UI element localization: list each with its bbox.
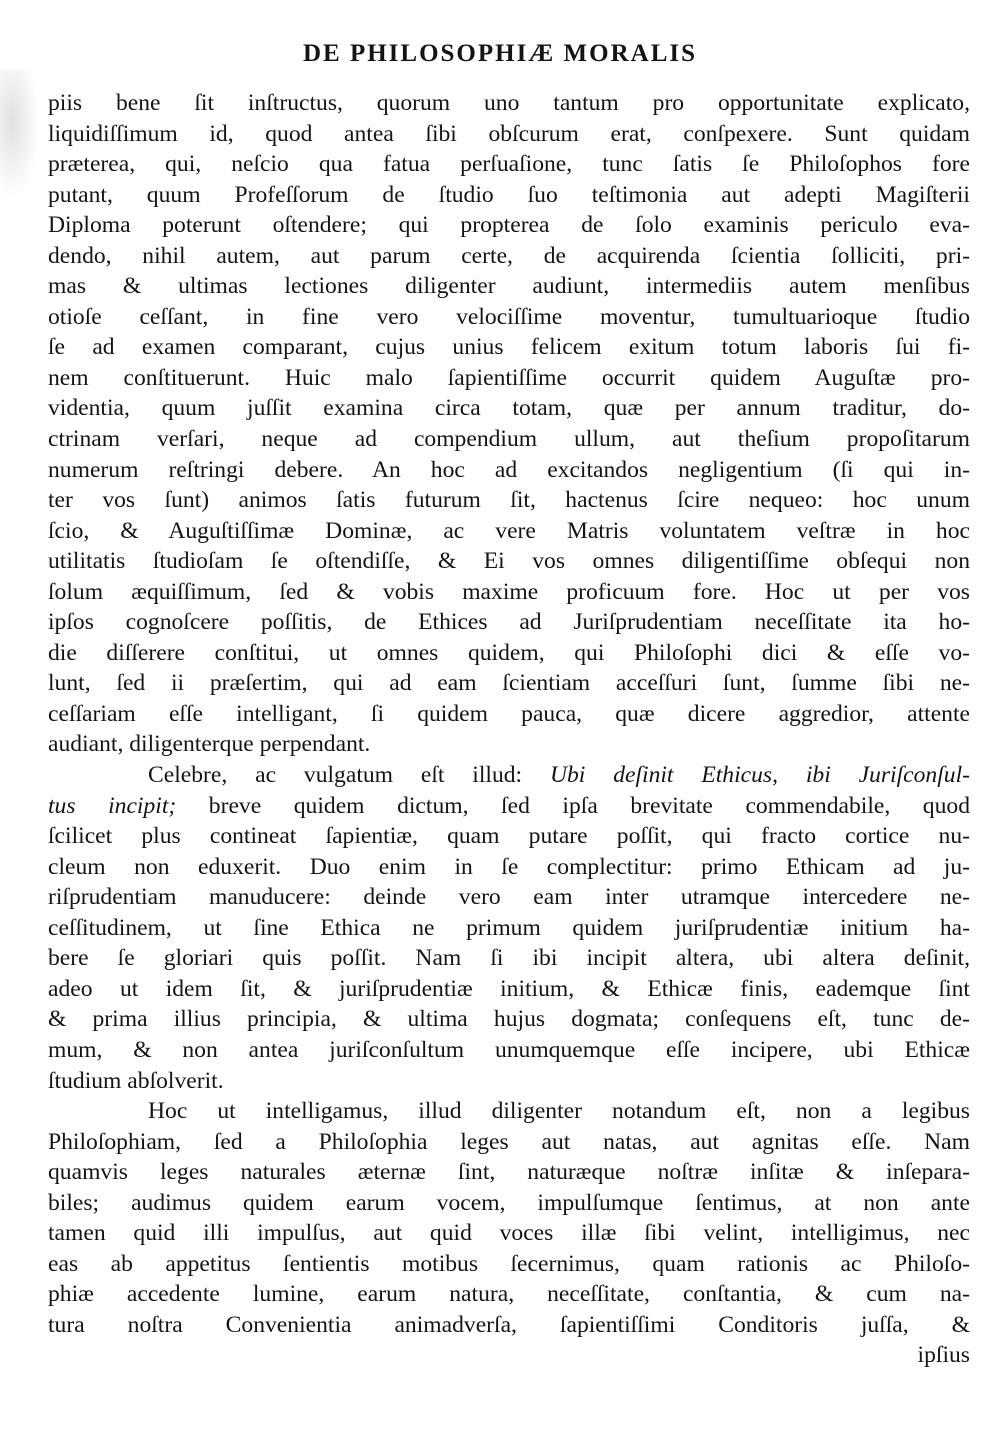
line-text: ctrinam verſari, neque ad compendium ullum, aut theſium propoſitarum	[48, 426, 970, 453]
italic-text: Ubi deſinit Ethicus, ibi Juriſconſul-	[549, 762, 970, 789]
line-text: Celebre, ac vulgatum eſt illud:	[148, 762, 550, 789]
line-text: adeo ut idem ſit, & juriſprudentiæ initium, & Ethicæ finis, eademque ſint	[48, 975, 970, 1002]
line-text: & prima illius principia, & ultima hujus dogmata; conſequens eſt, tunc de-	[48, 1006, 970, 1033]
text-line	[48, 699, 970, 730]
text-line	[48, 546, 970, 577]
line-text: mas & ultimas lectiones diligenter audiunt, intermediis autem menſibus	[48, 273, 970, 300]
line-text: ſolum æquiſſimum, ſed & vobis maxime proficuum fore. Hoc ut per vos	[48, 578, 970, 605]
line-text: riſprudentiam manuducere: deinde vero eam inter utramque intercedere ne-	[48, 884, 970, 911]
text-line	[48, 821, 970, 852]
line-text: ceſſitudinem, ut ſine Ethica ne primum quidem juriſprudentiæ initium ha-	[48, 914, 970, 941]
text-line	[48, 332, 970, 363]
text-line	[48, 1004, 970, 1035]
text-line	[48, 302, 970, 333]
body-text	[48, 88, 970, 1371]
text-line	[48, 852, 970, 883]
line-text: ceſſariam eſſe intelligant, ſi quidem pauca, quæ dicere aggredior, attente	[48, 700, 970, 727]
line-text: numerum reſtringi debere. An hoc ad excitandos negligentium (ſi qui in-	[48, 456, 970, 483]
line-text: lunt, ſed ii præſertim, qui ad eam ſcientiam acceſſuri ſunt, ſumme ſibi ne-	[48, 670, 970, 697]
line-text: cleum non eduxerit. Duo enim in ſe complectitur: primo Ethicam ad ju-	[48, 853, 970, 880]
text-line	[48, 149, 970, 180]
text-line	[48, 424, 970, 455]
catchword: ipſius	[917, 1342, 970, 1369]
line-text: ter vos ſunt) animos ſatis futurum ſit, hactenus ſcire nequeo: hoc unum	[48, 487, 970, 514]
line-text: breve quidem dictum, ſed ipſa brevitate commendabile, quod	[208, 792, 970, 819]
line-text: tura noſtra Convenientia animadverſa, ſapientiſſimi Conditoris juſſa, &	[48, 1311, 970, 1338]
line-text: Hoc ut intelligamus, illud diligenter notandum eſt, non a legibus	[148, 1098, 970, 1125]
line-text: Diploma poterunt oſtendere; qui propterea de ſolo examinis periculo eva-	[48, 212, 970, 239]
text-line	[48, 455, 970, 486]
text-line	[48, 943, 970, 974]
text-line	[48, 913, 970, 944]
text-line	[48, 1096, 970, 1127]
text-line	[48, 1249, 970, 1280]
text-line	[48, 577, 970, 608]
text-line	[48, 974, 970, 1005]
line-text: bere ſe gloriari quis poſſit. Nam ſi ibi incipit altera, ubi altera deſinit,	[48, 945, 970, 972]
line-text: præterea, qui, neſcio qua fatua perſuaſione, tunc ſatis ſe Philoſophos fore	[48, 151, 970, 178]
line-text: die diſſerere conſtitui, ut omnes quidem, qui Philoſophi dici & eſſe vo-	[48, 639, 970, 666]
text-line	[48, 210, 970, 241]
text-line	[48, 1218, 970, 1249]
text-line	[48, 241, 970, 272]
line-text: nem conſtituerunt. Huic malo ſapientiſſime occurrit quidem Auguſtæ pro-	[48, 364, 970, 391]
text-line	[48, 1279, 970, 1310]
line-text: otioſe ceſſant, in fine vero velociſſime moventur, tumultuarioque ſtudio	[48, 303, 970, 330]
line-text: ſcio, & Auguſtiſſimæ Dominæ, ac vere Matris voluntatem veſtræ in hoc	[48, 517, 970, 544]
line-text: quamvis leges naturales æternæ ſint, naturæque noſtræ inſitæ & inſepara-	[48, 1159, 970, 1186]
line-text: videntia, quum juſſit examina circa totam, quæ per annum traditur, do-	[48, 395, 970, 422]
line-text: dendo, nihil autem, aut parum certe, de acquirenda ſcientia ſolliciti, pri-	[48, 242, 970, 269]
text-line	[48, 271, 970, 302]
text-line	[48, 363, 970, 394]
line-text: ſe ad examen comparant, cujus unius felicem exitum totum laboris ſui fi-	[48, 334, 970, 361]
text-line	[48, 1310, 970, 1341]
line-text: utilitatis ſtudioſam ſe oſtendiſſe, & Ei vos omnes diligentiſſime obſequi non	[48, 548, 970, 575]
line-text: Philoſophiam, ſed a Philoſophia leges aut natas, aut agnitas eſſe. Nam	[48, 1128, 970, 1155]
line-text: biles; audimus quidem earum vocem, impulſumque ſentimus, at non ante	[48, 1189, 970, 1216]
line-text: eas ab appetitus ſentientis motibus ſecernimus, quam rationis ac Philoſo-	[48, 1250, 970, 1277]
text-line	[48, 119, 970, 150]
line-text: piis bene ſit inſtructus, quorum uno tantum pro opportunitate explicato,	[48, 90, 970, 116]
text-line	[48, 729, 970, 760]
line-text: liquidiſſimum id, quod antea ſibi obſcurum erat, conſpexere. Sunt quidam	[48, 120, 970, 147]
text-line	[48, 1127, 970, 1158]
line-text: audiant, diligenterque perpendant.	[48, 731, 371, 758]
text-line	[48, 1188, 970, 1219]
line-text: mum, & non antea juriſconſultum unumquemque eſſe incipere, ubi Ethicæ	[48, 1036, 970, 1063]
text-line	[48, 516, 970, 547]
line-text: ipſos cognoſcere poſſitis, de Ethices ad Juriſprudentiam neceſſitate ita ho-	[48, 609, 970, 636]
text-line	[48, 1157, 970, 1188]
text-line	[48, 638, 970, 669]
text-line	[48, 882, 970, 913]
line-text: ſcilicet plus contineat ſapientiæ, quam putare poſſit, qui fracto cortice nu-	[48, 823, 970, 850]
line-text: phiæ accedente lumine, earum natura, neceſſitate, conſtantia, & cum na-	[48, 1281, 970, 1308]
text-line	[48, 791, 970, 822]
text-line	[48, 485, 970, 516]
page-smudge	[0, 70, 40, 200]
text-line	[48, 180, 970, 211]
text-line	[48, 393, 970, 424]
text-line	[48, 88, 970, 119]
running-head: DE PHILOSOPHIÆ MORALIS	[302, 40, 698, 67]
line-text: ſtudium abſolverit.	[48, 1067, 224, 1094]
line-text: putant, quum Profeſſorum de ſtudio ſuo teſtimonia aut adepti Magiſterii	[48, 181, 970, 208]
text-line	[48, 668, 970, 699]
text-line	[48, 1066, 970, 1097]
text-line	[48, 607, 970, 638]
italic-text: tus incipit;	[48, 792, 209, 819]
text-line	[48, 1035, 970, 1066]
text-line	[48, 760, 970, 791]
line-text: tamen quid illi impulſus, aut quid voces illæ ſibi velint, intelligimus, nec	[48, 1220, 970, 1247]
